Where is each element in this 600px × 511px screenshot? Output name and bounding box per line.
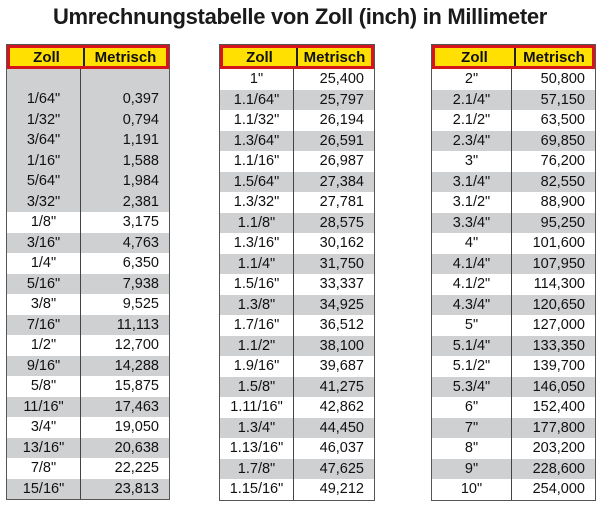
zoll-cell: 1.9/16": [233, 358, 280, 375]
table-row: [220, 274, 374, 295]
metrisch-cell: 133,350: [532, 337, 585, 354]
table-row: [432, 438, 595, 459]
zoll-cell: 3/8": [30, 296, 57, 313]
column-divider: [293, 69, 294, 500]
table-row: [7, 376, 169, 397]
metrisch-cell: 63,500: [540, 112, 585, 129]
zoll-cell: 1/2": [30, 337, 57, 354]
zoll-cell: 15/16": [22, 480, 65, 497]
metrisch-cell: 27,384: [319, 173, 364, 190]
table-row: [432, 192, 595, 213]
table-row: [7, 294, 169, 315]
table-body: [432, 69, 595, 500]
metrisch-cell: 139,700: [532, 358, 585, 375]
zoll-cell: 1": [249, 71, 264, 88]
table-row: [432, 213, 595, 234]
metrisch-cell: 177,800: [532, 419, 585, 436]
table-header: [220, 45, 374, 69]
metrisch-cell: 76,200: [540, 153, 585, 170]
table-row: [432, 459, 595, 480]
table-row: [220, 479, 374, 500]
zoll-cell: 7/8": [30, 460, 57, 477]
metrisch-cell: 44,450: [319, 419, 364, 436]
table-row: [7, 253, 169, 274]
metrisch-cell: 57,150: [540, 91, 585, 108]
metrisch-cell: 26,987: [319, 153, 364, 170]
table-row: [432, 356, 595, 377]
table-row: [432, 233, 595, 254]
zoll-cell: 1.1/4": [237, 255, 276, 272]
metrisch-cell: 22,225: [114, 460, 159, 477]
metrisch-cell: 14,288: [114, 357, 159, 374]
metrisch-cell: 25,400: [319, 71, 364, 88]
metrisch-cell: 69,850: [540, 132, 585, 149]
column-header-zoll: Zoll: [435, 48, 516, 66]
zoll-cell: 1.3/64": [233, 132, 280, 149]
table-row: [220, 233, 374, 254]
conversion-table-two-to-ten-inch: [431, 44, 596, 501]
table-row: [7, 397, 169, 418]
zoll-cell: 2": [464, 71, 479, 88]
metrisch-cell: 26,591: [319, 132, 364, 149]
zoll-cell: 1.1/64": [233, 91, 280, 108]
metrisch-cell: 127,000: [532, 317, 585, 334]
column-header-metrisch: Metrisch: [303, 48, 366, 66]
table-row: [7, 151, 169, 172]
table-row: [220, 172, 374, 193]
metrisch-cell: 228,600: [532, 460, 585, 477]
zoll-cell: 1.3/8": [237, 296, 276, 313]
metrisch-cell: 30,162: [319, 235, 364, 252]
zoll-cell: 1/8": [30, 214, 57, 231]
metrisch-cell: 26,194: [319, 112, 364, 129]
column-divider: [511, 69, 512, 500]
table-row: [220, 90, 374, 111]
table-row: [7, 479, 169, 500]
metrisch-cell: 120,650: [532, 296, 585, 313]
zoll-cell: 3/64": [26, 132, 61, 149]
column-header-zoll: Zoll: [10, 48, 85, 66]
metrisch-cell: 50,800: [540, 71, 585, 88]
table-row: [432, 151, 595, 172]
table-row: [432, 69, 595, 90]
zoll-cell: 3": [464, 153, 479, 170]
metrisch-cell: 23,813: [114, 480, 159, 497]
metrisch-cell: 1,191: [122, 132, 159, 149]
column-header-metrisch: Metrisch: [523, 48, 585, 66]
conversion-table-fractions: [6, 44, 170, 500]
zoll-cell: 2.3/4": [452, 132, 491, 149]
metrisch-cell: 38,100: [319, 337, 364, 354]
table-row: [220, 110, 374, 131]
metrisch-cell: 42,862: [319, 399, 364, 416]
metrisch-cell: 33,337: [319, 276, 364, 293]
zoll-cell: 9": [464, 460, 479, 477]
metrisch-cell: 203,200: [532, 440, 585, 457]
table-row: [220, 438, 374, 459]
metrisch-cell: 254,000: [532, 481, 585, 498]
table-row: [220, 377, 374, 398]
metrisch-cell: 34,925: [319, 296, 364, 313]
zoll-cell: 10": [460, 481, 483, 498]
table-row: [7, 192, 169, 213]
zoll-cell: 5.1/2": [452, 358, 491, 375]
table-row: [7, 335, 169, 356]
table-row: [7, 438, 169, 459]
zoll-cell: 5.1/4": [452, 337, 491, 354]
zoll-cell: 2.1/2": [452, 112, 491, 129]
table-row: [432, 479, 595, 500]
table-row: [432, 274, 595, 295]
table-row: [432, 90, 595, 111]
metrisch-cell: 31,750: [319, 255, 364, 272]
metrisch-cell: 41,275: [319, 378, 364, 395]
metrisch-cell: 146,050: [532, 378, 585, 395]
zoll-cell: 1/4": [30, 255, 57, 272]
zoll-cell: 1.5/16": [233, 276, 280, 293]
table-row: [432, 254, 595, 275]
metrisch-cell: 0,794: [122, 111, 159, 128]
metrisch-cell: 88,900: [540, 194, 585, 211]
metrisch-cell: 107,950: [532, 255, 585, 272]
table-row: [432, 315, 595, 336]
zoll-cell: 1.1/32": [233, 112, 280, 129]
table-row: [220, 315, 374, 336]
column-divider: [80, 69, 81, 499]
table-row: [432, 418, 595, 439]
metrisch-cell: 15,875: [114, 378, 159, 395]
zoll-cell: 1.1/16": [233, 153, 280, 170]
table-row: [432, 397, 595, 418]
metrisch-cell: 152,400: [532, 399, 585, 416]
table-row: [432, 377, 595, 398]
table-row: [220, 356, 374, 377]
metrisch-cell: 114,300: [533, 276, 585, 293]
table-row: [220, 254, 374, 275]
page-title: Umrechnungstabelle von Zoll (inch) in Millimeter: [52, 4, 548, 29]
metrisch-cell: 20,638: [114, 439, 159, 456]
zoll-cell: 3/4": [30, 419, 57, 436]
zoll-cell: 1.7/8": [237, 460, 276, 477]
table-row: [432, 131, 595, 152]
table-row: [220, 459, 374, 480]
table-header: [432, 45, 595, 69]
table-row: [220, 69, 374, 90]
metrisch-cell: 1,984: [122, 173, 159, 190]
metrisch-cell: 19,050: [114, 419, 159, 436]
zoll-cell: 2.1/4": [452, 91, 491, 108]
table-row: [7, 417, 169, 438]
zoll-cell: 1.5/64": [233, 173, 280, 190]
zoll-cell: 1.3/32": [233, 194, 280, 211]
metrisch-cell: 82,550: [540, 173, 585, 190]
table-row: [220, 418, 374, 439]
zoll-cell: 3/16": [26, 234, 61, 251]
metrisch-cell: 47,625: [319, 460, 364, 477]
zoll-cell: 3.3/4": [452, 214, 491, 231]
table-row: [7, 315, 169, 336]
table-row: [220, 336, 374, 357]
table-row: [220, 192, 374, 213]
table-row: [7, 356, 169, 377]
table-row: [7, 458, 169, 479]
table-row: [220, 213, 374, 234]
metrisch-cell: 27,781: [319, 194, 364, 211]
metrisch-cell: 46,037: [319, 440, 364, 457]
zoll-cell: 5.3/4": [452, 378, 491, 395]
zoll-cell: 1.7/16": [233, 317, 280, 334]
table-row: [7, 89, 169, 110]
table-row: [220, 151, 374, 172]
table-row: [220, 131, 374, 152]
table-row: [7, 274, 169, 295]
metrisch-cell: 17,463: [114, 398, 159, 415]
zoll-cell: 3.1/2": [452, 194, 491, 211]
table-row: [432, 110, 595, 131]
metrisch-cell: 25,797: [319, 91, 364, 108]
metrisch-cell: 36,512: [319, 317, 364, 334]
table-body: [220, 69, 374, 500]
zoll-cell: 5/64": [26, 173, 61, 190]
table-row: [432, 172, 595, 193]
zoll-cell: 3/32": [26, 193, 61, 210]
zoll-cell: 7/16": [26, 316, 61, 333]
zoll-cell: 1.1/2": [237, 337, 276, 354]
zoll-cell: 5/16": [26, 275, 61, 292]
zoll-cell: 4": [464, 235, 479, 252]
zoll-cell: 5/8": [30, 378, 57, 395]
table-row: [432, 336, 595, 357]
table-row: [7, 171, 169, 192]
metrisch-cell: 49,212: [319, 481, 364, 498]
metrisch-cell: 28,575: [319, 214, 364, 231]
zoll-cell: 13/16": [22, 439, 65, 456]
conversion-table-one-inch: [219, 44, 375, 501]
zoll-cell: 1.1/8": [237, 214, 276, 231]
metrisch-cell: 95,250: [540, 214, 585, 231]
table-body: [7, 69, 169, 499]
metrisch-cell: 2,381: [122, 193, 159, 210]
table-row: [432, 295, 595, 316]
zoll-cell: 4.1/2": [452, 276, 491, 293]
metrisch-cell: 0,397: [122, 91, 159, 108]
metrisch-cell: 11,113: [116, 316, 159, 333]
zoll-cell: 1.11/16": [230, 399, 283, 416]
table-row: [220, 295, 374, 316]
zoll-cell: 1.15/16": [229, 481, 284, 498]
table-row: [7, 130, 169, 151]
metrisch-cell: 101,600: [532, 235, 585, 252]
metrisch-cell: 7,938: [122, 275, 159, 292]
metrisch-cell: 6,350: [122, 255, 159, 272]
zoll-cell: 4.1/4": [452, 255, 491, 272]
metrisch-cell: 3,175: [122, 214, 159, 231]
table-row: [220, 397, 374, 418]
table-row: [7, 233, 169, 254]
zoll-cell: 7": [464, 419, 479, 436]
table-spacer: [7, 69, 169, 89]
column-header-metrisch: Metrisch: [94, 48, 157, 66]
zoll-cell: 1.3/4": [237, 419, 276, 436]
table-row: [7, 212, 169, 233]
zoll-cell: 1/16": [26, 152, 61, 169]
zoll-cell: 1.5/8": [237, 378, 276, 395]
zoll-cell: 1.13/16": [229, 440, 284, 457]
metrisch-cell: 4,763: [122, 234, 159, 251]
metrisch-cell: 39,687: [319, 358, 364, 375]
zoll-cell: 3.1/4": [452, 173, 491, 190]
zoll-cell: 4.3/4": [452, 296, 491, 313]
zoll-cell: 5": [464, 317, 479, 334]
metrisch-cell: 1,588: [122, 152, 159, 169]
zoll-cell: 9/16": [26, 357, 61, 374]
zoll-cell: 1/64": [26, 91, 61, 108]
table-row: [7, 110, 169, 131]
zoll-cell: 1.3/16": [233, 235, 280, 252]
zoll-cell: 6": [464, 399, 479, 416]
column-header-zoll: Zoll: [223, 48, 298, 66]
zoll-cell: 11/16": [23, 398, 64, 415]
table-header: [7, 45, 169, 69]
metrisch-cell: 9,525: [122, 296, 159, 313]
metrisch-cell: 12,700: [114, 337, 159, 354]
zoll-cell: 1/32": [26, 111, 61, 128]
zoll-cell: 8": [464, 440, 479, 457]
